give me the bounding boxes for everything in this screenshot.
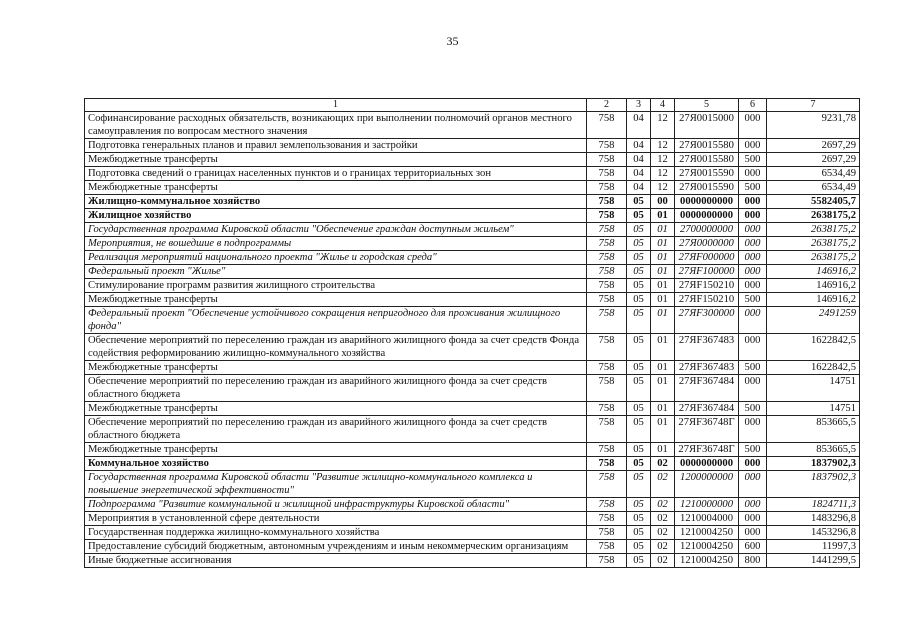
row-code-3: 05 <box>627 237 651 251</box>
table-row <box>85 361 860 375</box>
row-code-5: 2700000000 <box>675 223 739 237</box>
row-code-2: 758 <box>587 554 627 568</box>
row-code-5: 27Я0015580 <box>675 139 739 153</box>
row-code-3: 04 <box>627 167 651 181</box>
row-code-2: 758 <box>587 334 627 361</box>
table-row <box>85 237 860 251</box>
row-code-6: 000 <box>739 279 767 293</box>
row-code-4: 02 <box>651 540 675 554</box>
header-col-6: 6 <box>739 99 767 112</box>
row-code-5: 27Я0000000 <box>675 237 739 251</box>
row-code-5: 27ЯF367483 <box>675 361 739 375</box>
row-code-6: 000 <box>739 237 767 251</box>
row-name: Софинансирование расходных обязательств, возникающих при выполнении полномочий органов местного самоуправления по вопросам местного значения <box>85 112 587 139</box>
row-code-4: 01 <box>651 209 675 223</box>
row-name: Межбюджетные трансферты <box>85 402 587 416</box>
budget-table <box>84 98 860 568</box>
row-amount: 2697,29 <box>767 153 860 167</box>
row-code-2: 758 <box>587 195 627 209</box>
row-code-4: 01 <box>651 237 675 251</box>
row-code-4: 01 <box>651 416 675 443</box>
table-row <box>85 223 860 237</box>
row-code-6: 500 <box>739 153 767 167</box>
row-code-4: 02 <box>651 498 675 512</box>
table-row <box>85 167 860 181</box>
row-code-4: 01 <box>651 279 675 293</box>
row-code-3: 05 <box>627 554 651 568</box>
row-amount: 6534,49 <box>767 167 860 181</box>
row-code-2: 758 <box>587 416 627 443</box>
table-row <box>85 307 860 334</box>
header-col-2: 2 <box>587 99 627 112</box>
row-amount: 1622842,5 <box>767 361 860 375</box>
row-code-6: 000 <box>739 209 767 223</box>
table-row <box>85 554 860 568</box>
row-code-2: 758 <box>587 265 627 279</box>
row-code-3: 04 <box>627 139 651 153</box>
row-code-3: 05 <box>627 209 651 223</box>
row-amount: 14751 <box>767 375 860 402</box>
header-col-5: 5 <box>675 99 739 112</box>
row-amount: 1824711,3 <box>767 498 860 512</box>
row-code-6: 000 <box>739 457 767 471</box>
row-amount: 9231,78 <box>767 112 860 139</box>
row-name: Государственная программа Кировской области "Обеспечение граждан доступным жильем" <box>85 223 587 237</box>
row-amount: 1441299,5 <box>767 554 860 568</box>
header-col-4: 4 <box>651 99 675 112</box>
table-row <box>85 526 860 540</box>
row-code-2: 758 <box>587 375 627 402</box>
row-name: Государственная поддержка жилищно-коммунального хозяйства <box>85 526 587 540</box>
row-code-6: 500 <box>739 361 767 375</box>
row-code-4: 02 <box>651 457 675 471</box>
row-code-4: 02 <box>651 471 675 498</box>
row-code-6: 000 <box>739 375 767 402</box>
row-code-3: 05 <box>627 402 651 416</box>
row-code-6: 500 <box>739 402 767 416</box>
row-code-6: 000 <box>739 251 767 265</box>
row-code-2: 758 <box>587 402 627 416</box>
row-name: Жилищно-коммунальное хозяйство <box>85 195 587 209</box>
row-code-2: 758 <box>587 181 627 195</box>
table-row <box>85 416 860 443</box>
row-code-3: 05 <box>627 375 651 402</box>
row-code-3: 04 <box>627 112 651 139</box>
row-amount: 14751 <box>767 402 860 416</box>
row-code-5: 27ЯF36748Г <box>675 416 739 443</box>
row-code-3: 05 <box>627 540 651 554</box>
row-code-2: 758 <box>587 237 627 251</box>
row-code-2: 758 <box>587 209 627 223</box>
table-row <box>85 540 860 554</box>
row-amount: 146916,2 <box>767 279 860 293</box>
row-code-6: 000 <box>739 112 767 139</box>
row-amount: 11997,3 <box>767 540 860 554</box>
row-code-5: 0000000000 <box>675 209 739 223</box>
row-code-5: 27ЯF100000 <box>675 265 739 279</box>
table-row <box>85 457 860 471</box>
row-amount: 6534,49 <box>767 181 860 195</box>
row-code-3: 05 <box>627 416 651 443</box>
row-code-3: 05 <box>627 265 651 279</box>
row-code-5: 1210004250 <box>675 526 739 540</box>
row-code-2: 758 <box>587 361 627 375</box>
row-code-5: 27ЯF367484 <box>675 375 739 402</box>
table-row <box>85 334 860 361</box>
row-code-4: 01 <box>651 265 675 279</box>
row-code-6: 500 <box>739 181 767 195</box>
row-code-5: 27Я0015590 <box>675 181 739 195</box>
row-code-4: 12 <box>651 167 675 181</box>
row-code-5: 27Я0015590 <box>675 167 739 181</box>
table-row <box>85 265 860 279</box>
row-code-2: 758 <box>587 443 627 457</box>
row-code-2: 758 <box>587 471 627 498</box>
row-name: Иные бюджетные ассигнования <box>85 554 587 568</box>
row-code-6: 500 <box>739 293 767 307</box>
row-code-3: 05 <box>627 251 651 265</box>
row-code-4: 01 <box>651 443 675 457</box>
row-code-2: 758 <box>587 279 627 293</box>
row-name: Предоставление субсидий бюджетным, автономным учреждениям и иным некоммерческим организациям <box>85 540 587 554</box>
row-code-3: 05 <box>627 443 651 457</box>
row-code-6: 000 <box>739 167 767 181</box>
row-name: Обеспечение мероприятий по переселению граждан из аварийного жилищного фонда за счет средств областного бюджета <box>85 375 587 402</box>
row-amount: 2638175,2 <box>767 209 860 223</box>
row-code-2: 758 <box>587 293 627 307</box>
row-code-6: 000 <box>739 471 767 498</box>
row-amount: 1453296,8 <box>767 526 860 540</box>
table-row <box>85 279 860 293</box>
row-code-6: 000 <box>739 307 767 334</box>
row-name: Мероприятия в установленной сфере деятельности <box>85 512 587 526</box>
header-row <box>85 99 860 112</box>
table-row <box>85 209 860 223</box>
row-code-4: 01 <box>651 293 675 307</box>
row-code-2: 758 <box>587 139 627 153</box>
row-code-6: 000 <box>739 265 767 279</box>
row-code-2: 758 <box>587 526 627 540</box>
row-code-4: 01 <box>651 375 675 402</box>
row-code-5: 27Я0015000 <box>675 112 739 139</box>
row-name: Подготовка сведений о границах населенных пунктов и о границах территориальных зон <box>85 167 587 181</box>
row-code-2: 758 <box>587 498 627 512</box>
row-code-5: 0000000000 <box>675 457 739 471</box>
header-col-3: 3 <box>627 99 651 112</box>
row-code-2: 758 <box>587 540 627 554</box>
row-code-5: 27ЯF150210 <box>675 279 739 293</box>
row-code-3: 05 <box>627 512 651 526</box>
row-code-2: 758 <box>587 457 627 471</box>
row-code-4: 12 <box>651 153 675 167</box>
row-code-3: 05 <box>627 471 651 498</box>
table-row <box>85 402 860 416</box>
row-name: Обеспечение мероприятий по переселению граждан из аварийного жилищного фонда за счет средств областного бюджета <box>85 416 587 443</box>
row-amount: 853665,5 <box>767 416 860 443</box>
row-name: Межбюджетные трансферты <box>85 293 587 307</box>
row-code-6: 800 <box>739 554 767 568</box>
row-name: Подпрограмма "Развитие коммунальной и жилищной инфраструктуры Кировской области" <box>85 498 587 512</box>
row-code-2: 758 <box>587 112 627 139</box>
table-row <box>85 293 860 307</box>
row-amount: 2638175,2 <box>767 223 860 237</box>
row-code-6: 600 <box>739 540 767 554</box>
table-row <box>85 443 860 457</box>
table-row <box>85 112 860 139</box>
header-col-1: 1 <box>85 99 587 112</box>
row-code-4: 02 <box>651 526 675 540</box>
row-code-4: 01 <box>651 223 675 237</box>
row-amount: 1837902,3 <box>767 457 860 471</box>
row-code-3: 05 <box>627 498 651 512</box>
row-code-5: 1210004000 <box>675 512 739 526</box>
row-code-2: 758 <box>587 307 627 334</box>
row-code-2: 758 <box>587 167 627 181</box>
row-code-5: 27ЯF36748Г <box>675 443 739 457</box>
row-code-5: 0000000000 <box>675 195 739 209</box>
table-row <box>85 195 860 209</box>
row-code-3: 04 <box>627 153 651 167</box>
row-name: Коммунальное хозяйство <box>85 457 587 471</box>
row-code-3: 05 <box>627 293 651 307</box>
row-name: Межбюджетные трансферты <box>85 361 587 375</box>
row-code-5: 1210004250 <box>675 540 739 554</box>
row-amount: 1622842,5 <box>767 334 860 361</box>
row-code-2: 758 <box>587 223 627 237</box>
row-code-5: 1210004250 <box>675 554 739 568</box>
table-row <box>85 181 860 195</box>
row-code-6: 000 <box>739 512 767 526</box>
row-code-6: 000 <box>739 195 767 209</box>
row-code-6: 000 <box>739 416 767 443</box>
row-amount: 2491259 <box>767 307 860 334</box>
row-code-3: 05 <box>627 361 651 375</box>
row-amount: 2697,29 <box>767 139 860 153</box>
row-code-3: 04 <box>627 181 651 195</box>
row-code-4: 12 <box>651 139 675 153</box>
row-name: Мероприятия, не вошедшие в подпрограммы <box>85 237 587 251</box>
row-name: Реализация мероприятий национального проекта "Жилье и городская среда" <box>85 251 587 265</box>
row-code-6: 000 <box>739 139 767 153</box>
row-code-2: 758 <box>587 251 627 265</box>
row-amount: 1837902,3 <box>767 471 860 498</box>
row-amount: 1483296,8 <box>767 512 860 526</box>
row-code-4: 02 <box>651 554 675 568</box>
table-row <box>85 512 860 526</box>
row-code-3: 05 <box>627 223 651 237</box>
row-code-5: 27ЯF367484 <box>675 402 739 416</box>
row-name: Межбюджетные трансферты <box>85 443 587 457</box>
row-code-4: 02 <box>651 512 675 526</box>
row-name: Федеральный проект "Жилье" <box>85 265 587 279</box>
row-name: Стимулирование программ развития жилищного строительства <box>85 279 587 293</box>
row-code-5: 1200000000 <box>675 471 739 498</box>
row-code-4: 00 <box>651 195 675 209</box>
row-amount: 146916,2 <box>767 265 860 279</box>
row-name: Обеспечение мероприятий по переселению граждан из аварийного жилищного фонда за счет средств Фонда содействия реформированию жилищно-коммунального хозяйства <box>85 334 587 361</box>
table-row <box>85 471 860 498</box>
row-code-5: 27ЯF300000 <box>675 307 739 334</box>
row-code-6: 500 <box>739 443 767 457</box>
row-code-4: 01 <box>651 251 675 265</box>
table-row <box>85 139 860 153</box>
row-code-2: 758 <box>587 153 627 167</box>
row-code-6: 000 <box>739 498 767 512</box>
row-name: Федеральный проект "Обеспечение устойчивого сокращения непригодного для проживания жилищного фонда" <box>85 307 587 334</box>
row-amount: 2638175,2 <box>767 251 860 265</box>
table-row <box>85 375 860 402</box>
page-number: 35 <box>446 34 459 48</box>
row-code-4: 01 <box>651 307 675 334</box>
row-code-3: 05 <box>627 526 651 540</box>
row-amount: 146916,2 <box>767 293 860 307</box>
row-name: Межбюджетные трансферты <box>85 153 587 167</box>
row-name: Государственная программа Кировской области "Развитие жилищно-коммунального комплекса и повышение энергетической эффективности" <box>85 471 587 498</box>
row-code-4: 01 <box>651 361 675 375</box>
row-code-3: 05 <box>627 195 651 209</box>
row-amount: 5582405,7 <box>767 195 860 209</box>
row-amount: 2638175,2 <box>767 237 860 251</box>
row-name: Межбюджетные трансферты <box>85 181 587 195</box>
row-code-5: 27ЯF367483 <box>675 334 739 361</box>
row-code-4: 12 <box>651 181 675 195</box>
row-code-5: 1210000000 <box>675 498 739 512</box>
row-code-4: 01 <box>651 334 675 361</box>
table-row <box>85 251 860 265</box>
row-code-4: 01 <box>651 402 675 416</box>
row-code-3: 05 <box>627 307 651 334</box>
row-code-6: 000 <box>739 334 767 361</box>
row-code-5: 27Я0015580 <box>675 153 739 167</box>
row-amount: 853665,5 <box>767 443 860 457</box>
row-code-3: 05 <box>627 334 651 361</box>
row-code-5: 27ЯF000000 <box>675 251 739 265</box>
row-code-3: 05 <box>627 279 651 293</box>
row-name: Подготовка генеральных планов и правил землепользования и застройки <box>85 139 587 153</box>
table-row <box>85 153 860 167</box>
row-code-5: 27ЯF150210 <box>675 293 739 307</box>
table-row <box>85 498 860 512</box>
row-name: Жилищное хозяйство <box>85 209 587 223</box>
row-code-6: 000 <box>739 223 767 237</box>
header-col-7: 7 <box>767 99 860 112</box>
row-code-4: 12 <box>651 112 675 139</box>
row-code-3: 05 <box>627 457 651 471</box>
row-code-6: 000 <box>739 526 767 540</box>
row-code-2: 758 <box>587 512 627 526</box>
